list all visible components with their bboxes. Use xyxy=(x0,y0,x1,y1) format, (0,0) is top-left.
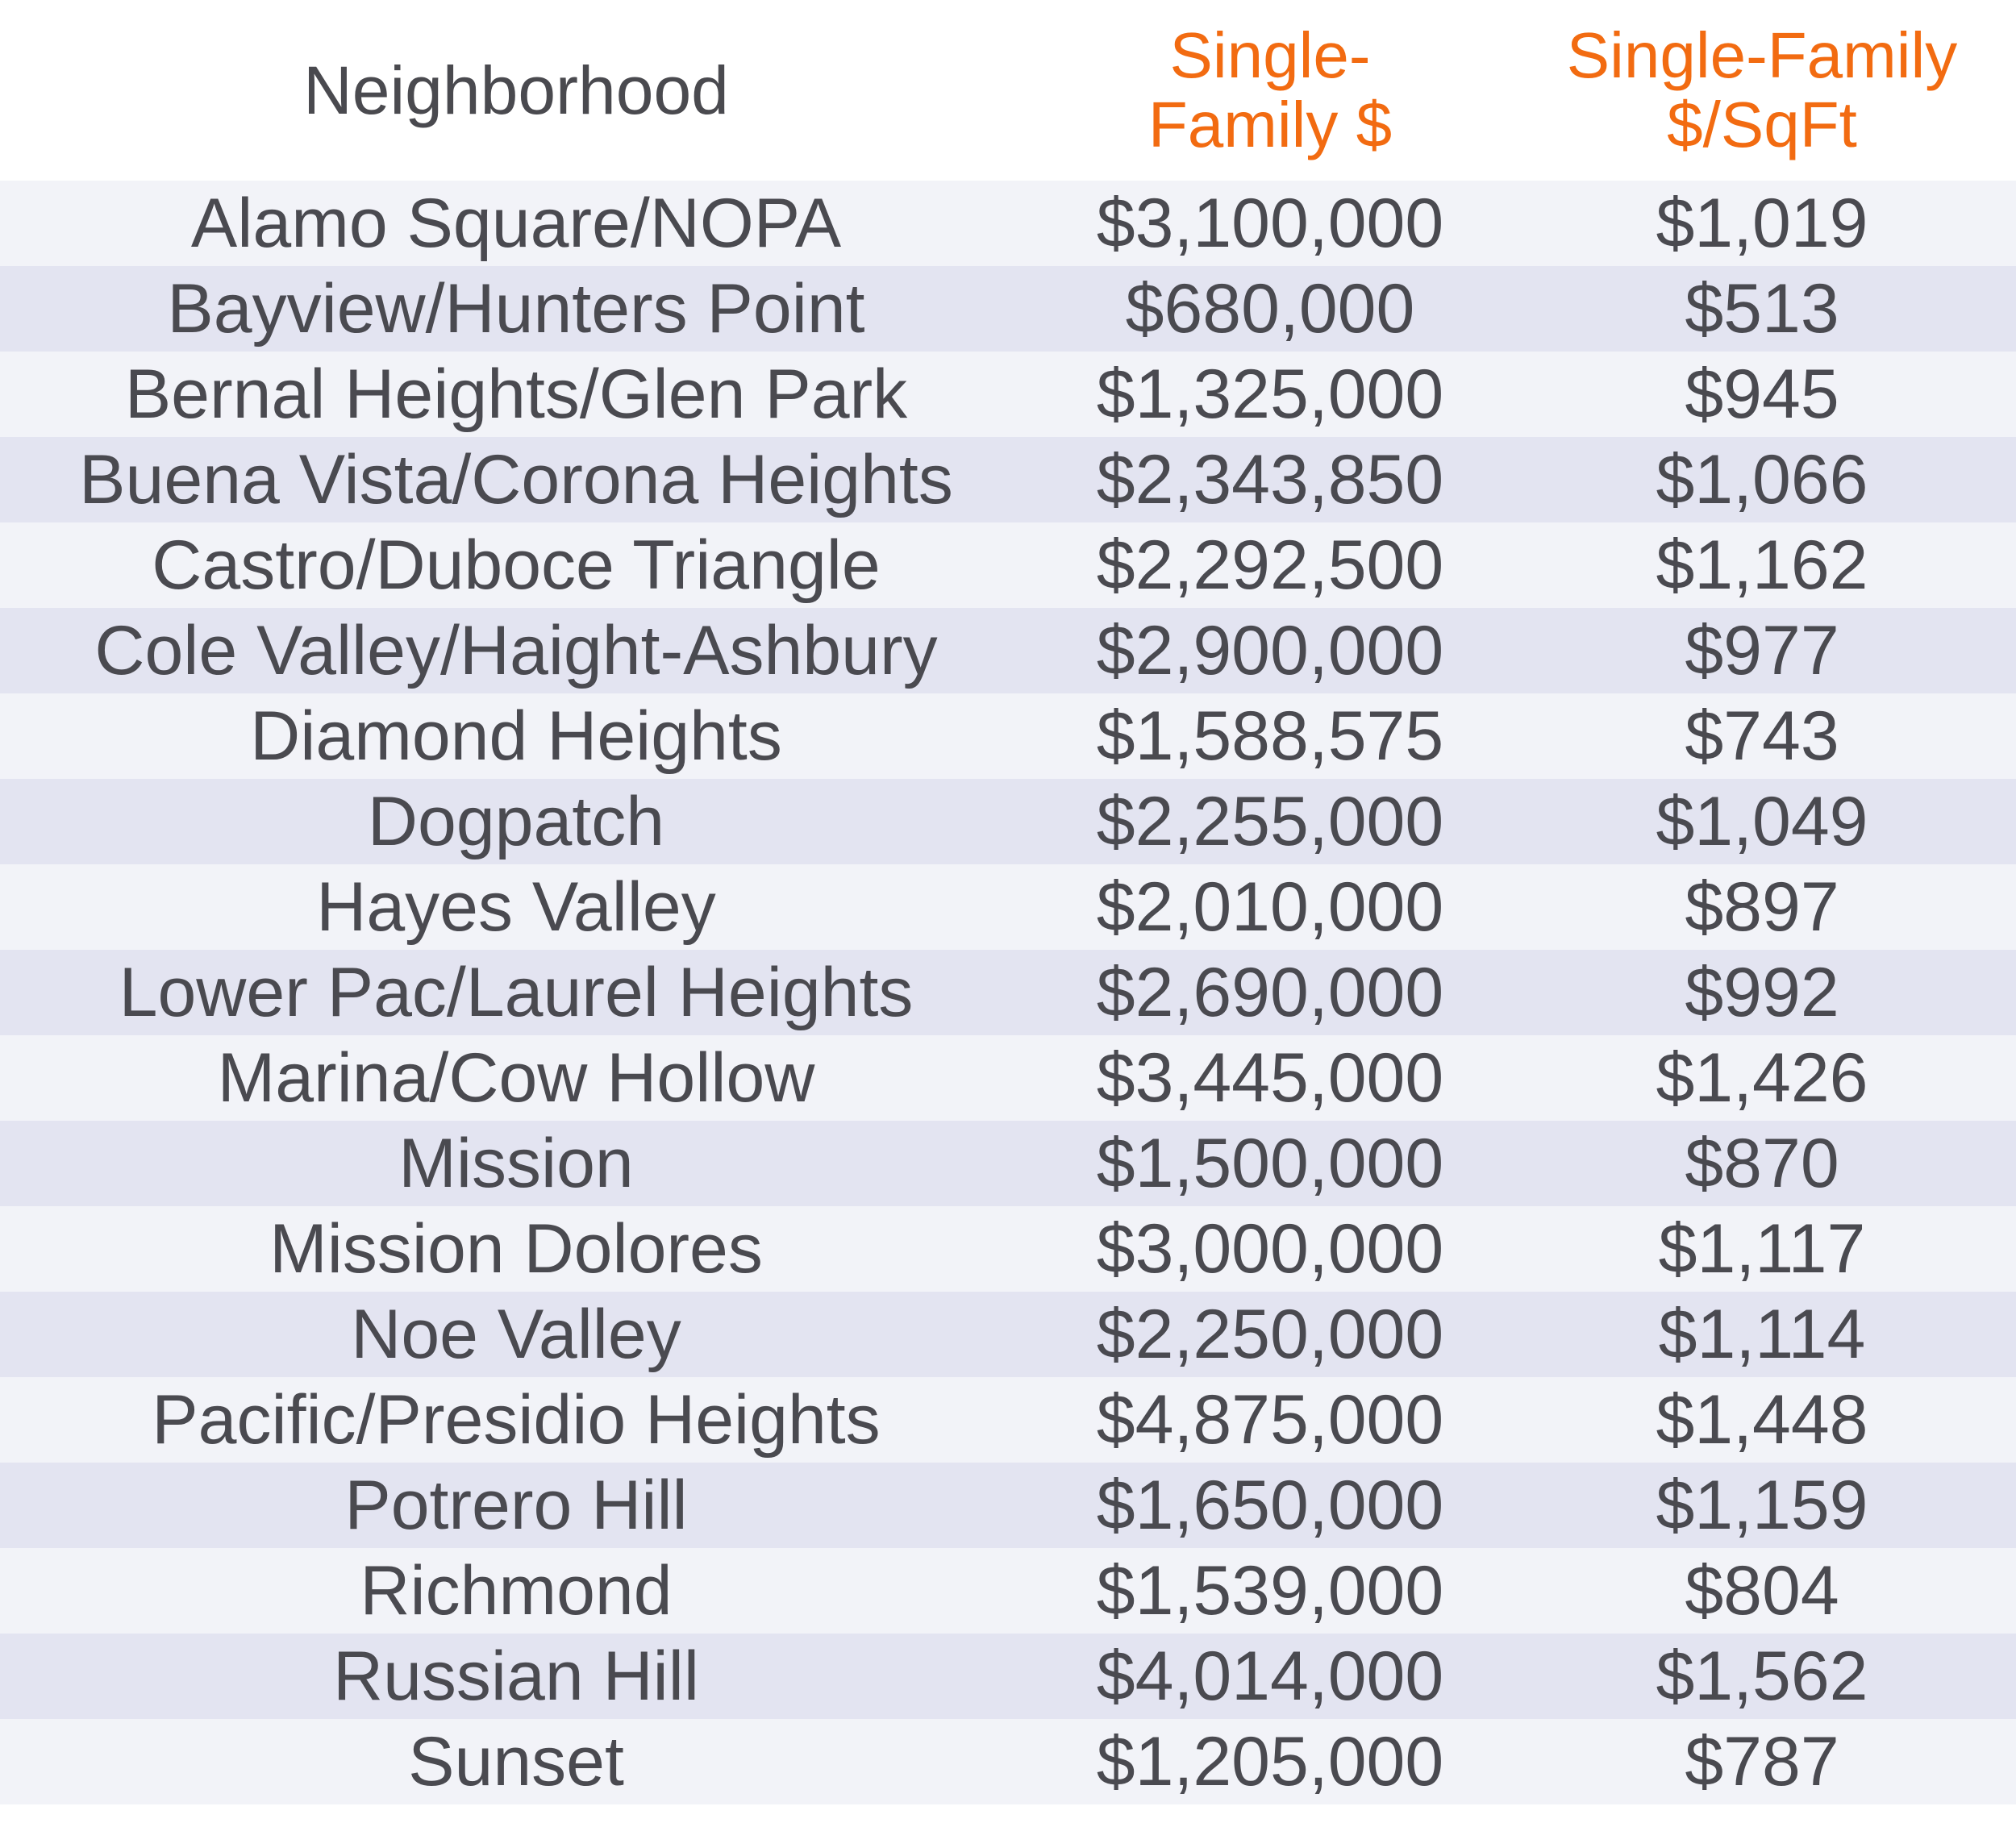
table-row xyxy=(0,950,2016,1035)
table-row xyxy=(0,1463,2016,1548)
price-per-sqft-cell: $787 xyxy=(1508,1719,2016,1804)
price-per-sqft-cell: $992 xyxy=(1508,950,2016,1035)
table-row xyxy=(0,1548,2016,1634)
neighborhood-cell: Noe Valley xyxy=(0,1292,1032,1377)
price-cell: $2,255,000 xyxy=(1032,779,1508,864)
price-cell: $4,014,000 xyxy=(1032,1634,1508,1719)
price-cell: $2,010,000 xyxy=(1032,864,1508,950)
table-row xyxy=(0,779,2016,864)
table-row xyxy=(0,1292,2016,1377)
neighborhood-cell: Cole Valley/Haight-Ashbury xyxy=(0,608,1032,693)
header-row xyxy=(0,0,2016,181)
price-per-sqft-cell: $1,117 xyxy=(1508,1206,2016,1292)
header-line: Single- xyxy=(1169,19,1371,91)
price-cell: $2,343,850 xyxy=(1032,437,1508,522)
table-row xyxy=(0,266,2016,352)
neighborhood-cell: Bernal Heights/Glen Park xyxy=(0,352,1032,437)
price-cell: $2,250,000 xyxy=(1032,1292,1508,1377)
table-row xyxy=(0,1719,2016,1804)
price-per-sqft-cell: $1,426 xyxy=(1508,1035,2016,1121)
neighborhood-cell: Richmond xyxy=(0,1548,1032,1634)
table-row xyxy=(0,1121,2016,1206)
price-cell: $3,445,000 xyxy=(1032,1035,1508,1121)
table-row xyxy=(0,522,2016,608)
price-cell: $1,650,000 xyxy=(1032,1463,1508,1548)
table-row xyxy=(0,693,2016,779)
neighborhood-cell: Castro/Duboce Triangle xyxy=(0,522,1032,608)
price-per-sqft-cell: $1,448 xyxy=(1508,1377,2016,1463)
price-per-sqft-cell: $977 xyxy=(1508,608,2016,693)
price-cell: $1,205,000 xyxy=(1032,1719,1508,1804)
table-row xyxy=(0,181,2016,266)
neighborhood-cell: Diamond Heights xyxy=(0,693,1032,779)
neighborhood-cell: Dogpatch xyxy=(0,779,1032,864)
price-cell: $1,588,575 xyxy=(1032,693,1508,779)
price-cell: $4,875,000 xyxy=(1032,1377,1508,1463)
price-per-sqft-cell: $1,562 xyxy=(1508,1634,2016,1719)
price-cell: $2,900,000 xyxy=(1032,608,1508,693)
neighborhood-cell: Mission Dolores xyxy=(0,1206,1032,1292)
price-per-sqft-cell: $1,019 xyxy=(1508,181,2016,266)
table-row xyxy=(0,437,2016,522)
neighborhood-cell: Bayview/Hunters Point xyxy=(0,266,1032,352)
neighborhood-cell: Sunset xyxy=(0,1719,1032,1804)
header-line: $/SqFt xyxy=(1667,89,1857,160)
price-cell: $3,100,000 xyxy=(1032,181,1508,266)
price-per-sqft-cell: $1,066 xyxy=(1508,437,2016,522)
price-per-sqft-cell: $1,159 xyxy=(1508,1463,2016,1548)
table-row xyxy=(0,1206,2016,1292)
neighborhood-cell: Mission xyxy=(0,1121,1032,1206)
neighborhood-cell: Lower Pac/Laurel Heights xyxy=(0,950,1032,1035)
table-row xyxy=(0,1035,2016,1121)
price-per-sqft-cell: $945 xyxy=(1508,352,2016,437)
neighborhood-cell: Alamo Square/NOPA xyxy=(0,181,1032,266)
price-per-sqft-cell: $1,114 xyxy=(1508,1292,2016,1377)
price-cell: $2,690,000 xyxy=(1032,950,1508,1035)
price-cell: $2,292,500 xyxy=(1032,522,1508,608)
neighborhood-cell: Russian Hill xyxy=(0,1634,1032,1719)
price-cell: $680,000 xyxy=(1032,266,1508,352)
price-per-sqft-cell: $804 xyxy=(1508,1548,2016,1634)
header-line: Family $ xyxy=(1148,89,1393,160)
table-row xyxy=(0,1377,2016,1463)
column-header-price-per-sqft xyxy=(1508,0,2016,181)
price-per-sqft-cell: $870 xyxy=(1508,1121,2016,1206)
table-row xyxy=(0,608,2016,693)
price-per-sqft-cell: $743 xyxy=(1508,693,2016,779)
table-body xyxy=(0,181,2016,1804)
neighborhood-cell: Potrero Hill xyxy=(0,1463,1032,1548)
column-header-neighborhood xyxy=(0,0,1032,181)
neighborhood-cell: Pacific/Presidio Heights xyxy=(0,1377,1032,1463)
header-line: Neighborhood xyxy=(303,52,729,128)
price-per-sqft-cell: $513 xyxy=(1508,266,2016,352)
header-line: Single-Family xyxy=(1566,19,1958,91)
table-row xyxy=(0,864,2016,950)
column-header-single-family-price xyxy=(1032,0,1508,181)
price-per-sqft-cell: $1,162 xyxy=(1508,522,2016,608)
price-cell: $3,000,000 xyxy=(1032,1206,1508,1292)
table-row xyxy=(0,352,2016,437)
price-cell: $1,539,000 xyxy=(1032,1548,1508,1634)
price-per-sqft-cell: $1,049 xyxy=(1508,779,2016,864)
neighborhood-cell: Hayes Valley xyxy=(0,864,1032,950)
neighborhood-cell: Marina/Cow Hollow xyxy=(0,1035,1032,1121)
price-cell: $1,325,000 xyxy=(1032,352,1508,437)
neighborhood-cell: Buena Vista/Corona Heights xyxy=(0,437,1032,522)
price-cell: $1,500,000 xyxy=(1032,1121,1508,1206)
table-row xyxy=(0,1634,2016,1719)
price-per-sqft-cell: $897 xyxy=(1508,864,2016,950)
